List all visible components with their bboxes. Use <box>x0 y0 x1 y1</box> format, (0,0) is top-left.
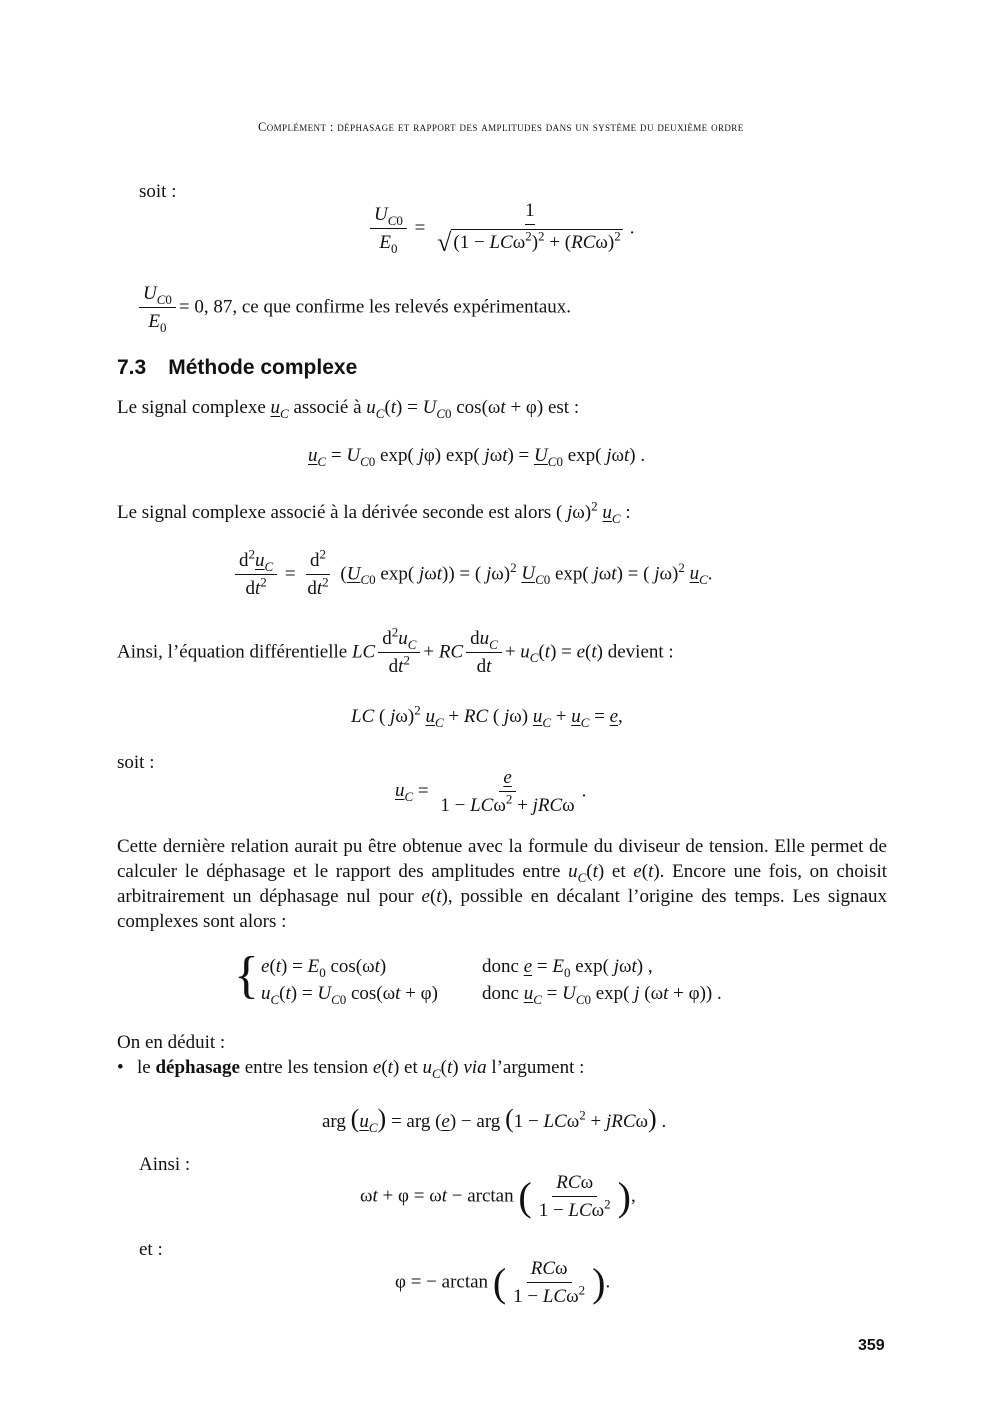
text-arg-3: arg <box>476 1111 501 1132</box>
text-arg-1: arg <box>322 1111 346 1132</box>
running-header-title: omplément : déphasage et rapport des amplitudes dans un système du deuxième ordre <box>266 120 744 134</box>
page-number: 359 <box>858 1337 885 1354</box>
text-bullet-et: et <box>404 1057 418 1078</box>
text-arg-2: arg <box>406 1111 431 1132</box>
equation-second-derivative: $\frac{d^2u_C}{dt^2}$ = $\frac{d^2}{dt^2}$ ($U_{C0}$ exp( jωt)) = ( jω)$^2$ $U_{C0}$ exp( jωt) = ( jω)$^2$ $u_C$. <box>232 550 713 600</box>
measurement-line: $\frac{U_{C0}}{E_0}$ = 0, 87, ce que confirme les relevés expérimentaux. <box>136 283 571 333</box>
equation-phase-2: φ = − arctan ( $\frac{\text{RCω}}{1 - LC\omega^2}$ ). <box>395 1258 611 1307</box>
paragraph-derivee: Le signal complexe associé à la dérivée seconde est alors ( jω)$^2$ $u_C$ : <box>117 498 631 526</box>
equation-system-brace: { <box>234 947 259 1004</box>
section-heading <box>117 356 357 380</box>
system-line-2-right: donc $u_C = U_{C0}$ exp( j (ωt + φ)) . <box>482 983 722 1007</box>
system-line-1-left: $e(t) = E_0$ cos(ωt) <box>261 956 387 980</box>
text-bullet-bold: déphasage <box>155 1057 240 1078</box>
text-signal-intro: Le signal complexe <box>117 397 266 418</box>
system-line-1-right: donc $e = E_0$ exp( jωt) , <box>482 956 653 980</box>
paragraph-derniere-relation: Cette dernière relation aurait pu être obtenue avec la formule du diviseur de tension. Elle permet de calculer le déphasage et le rapport des amplitudes entre $u_C(t)$ et e(t). Encore une fois, on choisit arbitrairement un déphasage nul pour e(t), possible en décalant l’origine des temps. Les signaux complexes sont alors : <box>117 836 887 932</box>
text-on-en-deduit: On en déduit : <box>117 1032 226 1053</box>
text-derniere-et: et <box>611 861 626 882</box>
soit-label-1: soit : <box>139 181 177 202</box>
text-bullet-via: via <box>463 1057 487 1078</box>
bullet-dephasage: • le déphasage entre les tension e(t) et $u_C(t)$ via l’argument : <box>117 1057 585 1081</box>
bullet-marker: • <box>117 1057 124 1078</box>
text-et: et : <box>139 1239 163 1260</box>
text-arctan-1: arctan <box>467 1185 514 1207</box>
equation-voltage-divider: $u_C$ = $\frac{e}{1 - LC\omega^2 + jRC\omega}$ . <box>395 767 587 816</box>
text-derniere-1: Cette dernière relation aurait pu être obtenue avec la formule du diviseur de tension. Elle permet de calculer le déphasage et le rapport des amplitudes entre <box>117 836 887 882</box>
running-header-initial: C <box>258 120 267 134</box>
section-title: Méthode complexe <box>168 356 358 379</box>
running-header <box>258 120 744 135</box>
text-donc-1: donc <box>482 956 519 977</box>
section-number: 7.3 <box>117 356 147 379</box>
text-devient: devient : <box>607 641 674 663</box>
text-arctan-2: arctan <box>441 1271 489 1293</box>
text-bullet-le: le <box>137 1057 151 1078</box>
paragraph-signal-complexe: Le signal complexe $u_C$ associé à $u_C(t) = U_{C0}$ cos(ωt + φ) est : <box>117 397 580 421</box>
text-bullet-argument: l’argument : <box>491 1057 585 1078</box>
text-signal-assoc: associé à <box>293 397 362 418</box>
text-derivee: Le signal complexe associé à la dérivée seconde est alors <box>117 502 552 523</box>
equation-complex-differential: LC ( jω)$^2$ $u_C$ + RC ( jω) $u_C + u_C = e$, <box>351 702 623 730</box>
text-derniere-3: , possible en décalant l’origine des temps. Les signaux complexes sont alors : <box>117 886 887 932</box>
equation-complex-signal: $u_C = U_{C0}$ exp( jφ) exp( $j\omega t) = U_{C0}$ exp( jωt) . <box>308 445 646 469</box>
soit-label-2: soit : <box>117 752 155 773</box>
text-donc-2: donc <box>482 983 519 1004</box>
paragraph-equation-differentielle: Ainsi, l’équation différentielle LC $\frac{d^2u_C}{dt^2}$ + RC $\frac{du_C}{dt}$ + $u_C(t) = e(t)$ devient : <box>117 624 674 677</box>
equation-amplitude-ratio: $\frac{U_{C0}}{E_0}$ = $\frac{1}{√ (1 - LC\omega^2)^2 + (RC\omega)^2}$ . <box>367 200 634 258</box>
text-ainsi-equation: Ainsi, l’équation différentielle <box>117 641 348 663</box>
text-bullet-rest: entre les tension <box>244 1057 369 1078</box>
text-signal-end: est : <box>547 397 580 418</box>
text-derniere-2: . Encore une fois, on choisit arbitrairement un déphasage nul pour <box>117 861 887 907</box>
measurement-text: = 0, 87, ce que confirme les relevés expérimentaux. <box>178 296 572 318</box>
equation-phase-1: ωt + φ = ωt − arctan ( $\frac{\text{RCω}}{1 - LC\omega^2}$ ), <box>360 1172 636 1221</box>
equation-argument: arg $(u_C)$ = arg (e) − arg (1 − LCω$^2$ + jRCω) . <box>322 1104 667 1135</box>
system-line-2-left: $u_C(t) = U_{C0}$ cos(ωt + φ) <box>261 983 438 1007</box>
text-ainsi: Ainsi : <box>139 1154 191 1175</box>
